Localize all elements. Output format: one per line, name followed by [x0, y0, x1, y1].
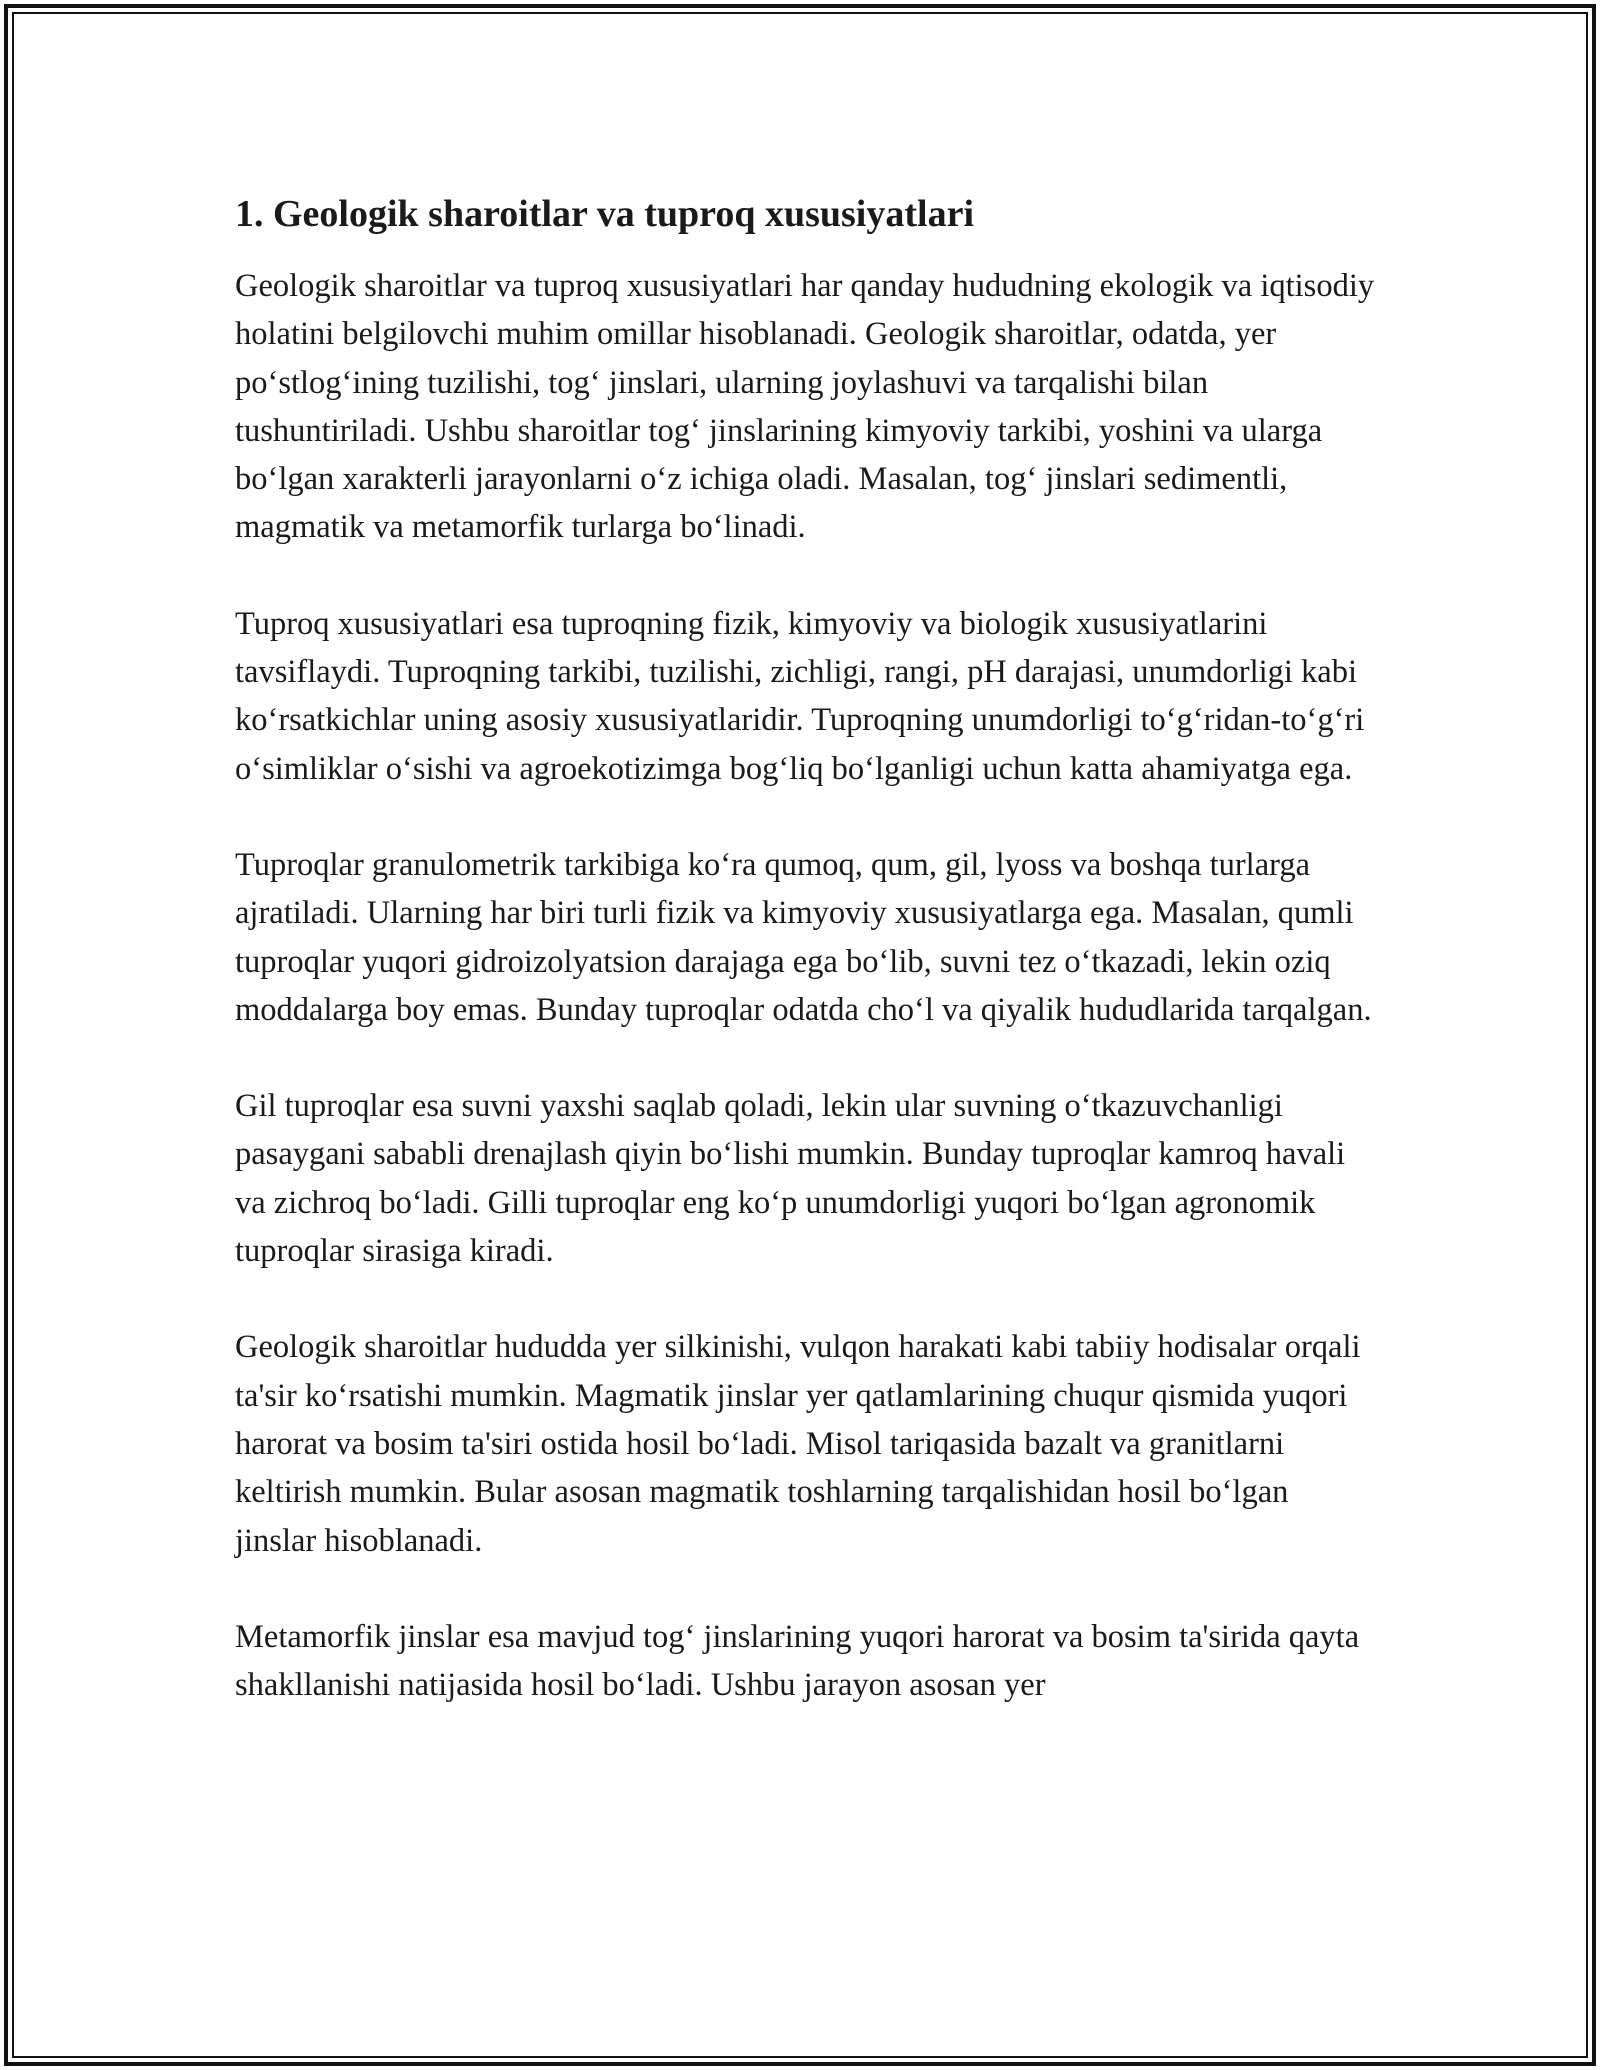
- paragraph: Geologik sharoitlar va tuproq xususiyatlari har qanday hududning ekologik va iqtisodiy holatini belgilovchi muhim omillar hisoblanadi. Geologik sharoitlar, odatda, yer po‘stlog‘ining tuzilishi, tog‘ jinslari, ularning joylashuvi va tarqalishi bilan tushuntiriladi. Ushbu sharoitlar tog‘ jinslarining kimyoviy tarkibi, yoshini va ularga bo‘lgan xarakterli jarayonlarni o‘z ichiga oladi. Masalan, tog‘ jinslari sedimentli, magmatik va metamorfik turlarga bo‘linadi.: [235, 268, 1375, 546]
- paragraph: Tuproqlar granulometrik tarkibiga ko‘ra qumoq, qum, gil, lyoss va boshqa turlarga ajratiladi. Ularning har biri turli fizik va kimyoviy xususiyatlarga ega. Masalan, qumli tuproqlar yuqori gidroizolyatsion darajaga ega bo‘lib, suvni tez o‘tkazadi, lekin oziq moddalarga boy emas. Bunday tuproqlar odatda cho‘l va qiyalik hududlarida tarqalgan.: [235, 846, 1372, 1028]
- paragraph: Geologik sharoitlar hududda yer silkinishi, vulqon harakati kabi tabiiy hodisalar orqali ta'sir ko‘rsatishi mumkin. Magmatik jinslar yer qatlamlarining chuqur qismida yuqori harorat va bosim ta'siri ostida hosil bo‘ladi. Misol tariqasida bazalt va granitlarni keltirish mumkin. Bular asosan magmatik toshlarning tarqalishidan hosil bo‘lgan jinslar hisoblanadi.: [235, 1329, 1361, 1559]
- section-heading: 1. Geologik sharoitlar va tuproq xususiyatlari: [235, 193, 974, 235]
- paragraph: Gil tuproqlar esa suvni yaxshi saqlab qoladi, lekin ular suvning o‘tkazuvchanligi pasaygani sababli drenajlash qiyin bo‘lishi mumkin. Bunday tuproqlar kamroq havali va zichroq bo‘ladi. Gilli tuproqlar eng ko‘p unumdorligi yuqori bo‘lgan agronomik tuproqlar sirasiga kiradi.: [235, 1088, 1346, 1270]
- paragraph: Metamorfik jinslar esa mavjud tog‘ jinslarining yuqori harorat va bosim ta'sirida qayta shakllanishi natijasida hosil bo‘ladi. Ushbu jarayon asosan yer: [235, 1618, 1360, 1704]
- document-body: [235, 188, 1375, 1757]
- paragraph: Tuproq xususiyatlari esa tuproqning fizik, kimyoviy va biologik xususiyatlarini tavsiflaydi. Tuproqning tarkibi, tuzilishi, zichligi, rangi, pH darajasi, unumdorligi kabi ko‘rsatkichlar uning asosiy xususiyatlaridir. Tuproqning unumdorligi to‘g‘ridan-to‘g‘ri o‘simliklar o‘sishi va agroekotizimga bog‘liq bo‘lganligi uchun katta ahamiyatga ega.: [235, 605, 1365, 787]
